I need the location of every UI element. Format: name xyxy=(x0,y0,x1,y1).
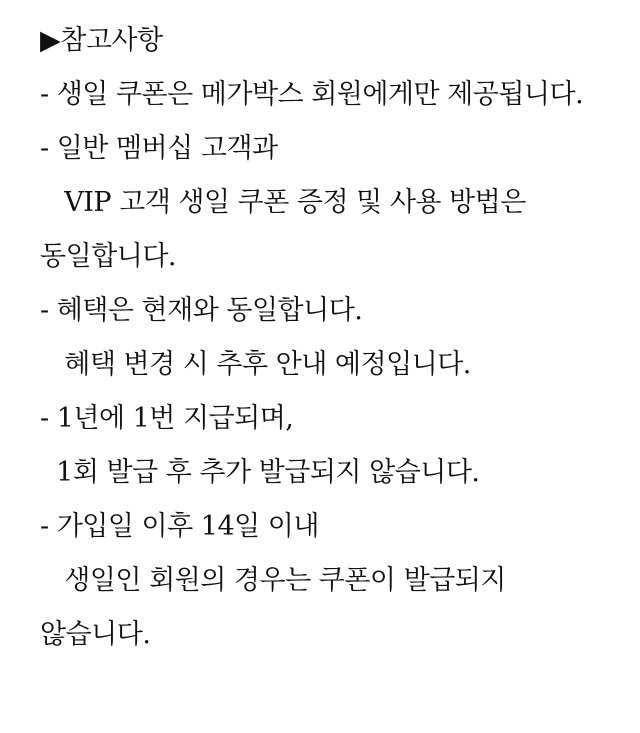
note-line-no-reissue: 1회 발급 후 추가 발급되지 않습니다. xyxy=(40,457,480,488)
note-line-coupon-members-only: - 생일 쿠폰은 메가박스 회원에게만 제공됩니다. xyxy=(40,79,584,110)
note-line-vip-same-method: VIP 고객 생일 쿠폰 증정 및 사용 방법은 동일합니다. xyxy=(40,187,534,272)
note-line-within-14-days: - 가입일 이후 14일 이내 xyxy=(40,511,319,542)
note-line-general-membership: - 일반 멤버십 고객과 xyxy=(40,133,278,164)
note-line-benefits-same: - 혜택은 현재와 동일합니다. xyxy=(40,295,363,326)
note-line-birthday-not-issued: 생일인 회원의 경우는 쿠폰이 발급되지 않습니다. xyxy=(40,565,514,650)
note-line-once-per-year: - 1년에 1번 지급되며, xyxy=(40,403,294,434)
notes-heading: ▶참고사항 xyxy=(40,25,163,56)
note-line-benefit-change-notice: 혜택 변경 시 추후 안내 예정입니다. xyxy=(40,349,471,380)
